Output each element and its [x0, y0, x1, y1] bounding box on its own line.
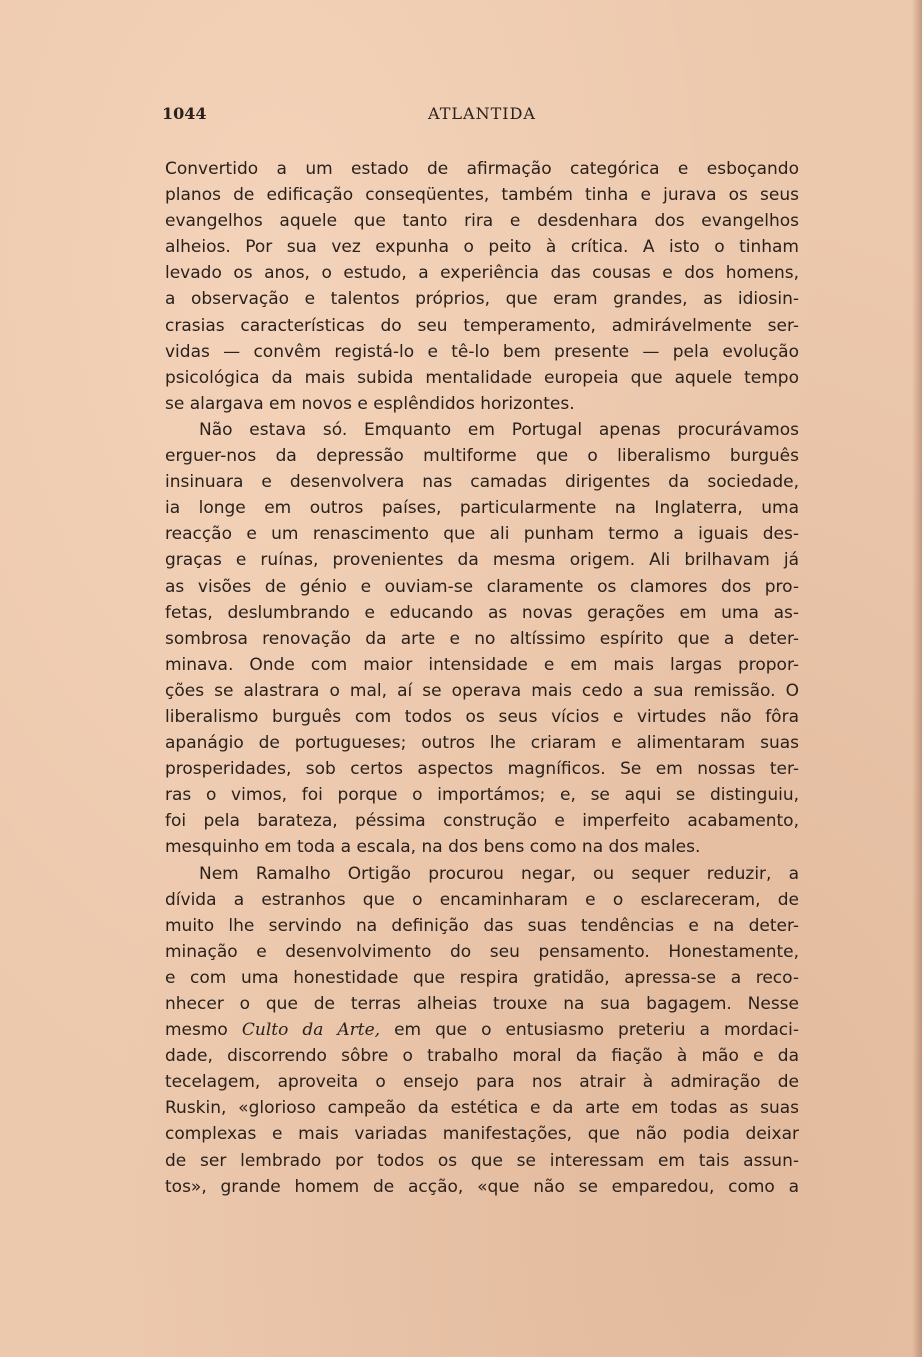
text-line: ia longe em outros países, particularmente na Inglaterra, uma [165, 498, 799, 519]
running-title: ATLANTIDA [428, 104, 536, 123]
page-number: 1044 [162, 104, 207, 123]
text-line: psicológica da mais subida mentalidade europeia que aquele tempo [165, 367, 799, 388]
text-fragment: em que o entusiasmo preteriu a mordaci- [394, 1020, 800, 1041]
text-line: nhecer o que de terras alheias trouxe na sua bagagem. Nesse [165, 994, 799, 1014]
text-line: dade, discorrendo sôbre o trabalho moral da fiação à mão e da [165, 1046, 799, 1067]
text-line: minação e desenvolvimento do seu pensamento. Honestamente, [165, 941, 799, 962]
text-line: e com uma honestidade que respira gratidão, apressa-se a reco- [165, 967, 799, 988]
text-line: ras o vimos, foi porque o importámos; e, se aqui se distinguiu, [165, 785, 799, 806]
text-line: fetas, deslumbrando e educando as novas gerações em uma as- [165, 602, 799, 623]
body-text [165, 156, 799, 1200]
text-line: de ser lembrado por todos os que se interessam em tais assun- [165, 1150, 799, 1171]
text-line: ções se alastrara o mal, aí se operava mais cedo a sua remissão. O [165, 680, 799, 701]
text-line-with-title [165, 1017, 799, 1043]
text-line: erguer-nos da depressão multiforme que o liberalismo burguês [165, 446, 799, 467]
book-title-italic: Culto da Arte, [241, 1020, 381, 1041]
text-line: muito lhe servindo na definição das suas tendências e na deter- [165, 915, 799, 936]
text-line: graças e ruínas, provenientes da mesma origem. Ali brilhavam já [165, 550, 799, 571]
text-line: foi pela barateza, péssima construção e imperfeito acabamento, [165, 811, 799, 832]
text-line: levado os anos, o estudo, a experiência das cousas e dos homens, [165, 263, 799, 284]
text-line: reacção e um renascimento que ali punham termo a iguais des- [165, 524, 799, 545]
text-line: minava. Onde com maior intensidade e em mais largas propor- [165, 654, 799, 675]
text-line: apanágio de portugueses; outros lhe criaram e alimentaram suas [165, 733, 799, 754]
text-line: crasias características do seu temperamento, admirávelmente ser- [165, 315, 799, 336]
text-line: a observação e talentos próprios, que eram grandes, as idiosin- [165, 289, 799, 310]
text-line: evangelhos aquele que tanto rira e desdenhara dos evangelhos [165, 211, 799, 232]
text-line: alheios. Por sua vez expunha o peito à crítica. A isto o tinham [165, 237, 799, 258]
text-line: Não estava só. Emquanto em Portugal apenas procurávamos [199, 419, 799, 440]
text-line: sombrosa renovação da arte e no altíssimo espírito que a deter- [165, 628, 799, 649]
text-line: planos de edificação conseqüentes, também tinha e jurava os seus [165, 185, 799, 206]
text-line: insinuara e desenvolvera nas camadas dirigentes da sociedade, [165, 472, 799, 493]
text-line: Convertido a um estado de afirmação categórica e esboçando [165, 159, 799, 179]
text-line: prosperidades, sob certos aspectos magníficos. Se em nossas ter- [165, 759, 799, 780]
text-line: tos», grande homem de acção, «que não se emparedou, como a [165, 1176, 799, 1197]
page-edge-shadow [912, 0, 922, 1357]
text-line: mesquinho em toda a escala, na dos bens como na dos males. [165, 837, 701, 858]
text-line: vidas — convêm registá-lo e tê-lo bem presente — pela evolução [165, 341, 799, 362]
text-line: complexas e mais variadas manifestações, que não podia deixar [165, 1124, 799, 1145]
text-fragment: mesmo [165, 1020, 228, 1041]
text-line: as visões de génio e ouviam-se claramente os clamores dos pro- [165, 576, 799, 597]
text-line: tecelagem, aproveita o ensejo para nos atrair à admiração de [165, 1072, 799, 1093]
text-line: Nem Ramalho Ortigão procurou negar, ou sequer reduzir, a [199, 863, 799, 884]
text-line: dívida a estranhos que o encaminharam e o esclareceram, de [165, 889, 799, 910]
text-line: Ruskin, «glorioso campeão da estética e da arte em todas as suas [165, 1098, 799, 1119]
text-line: liberalismo burguês com todos os seus vícios e virtudes não fôra [165, 706, 799, 727]
text-line: se alargava em novos e esplêndidos horizontes. [165, 393, 575, 414]
running-head [162, 104, 802, 128]
